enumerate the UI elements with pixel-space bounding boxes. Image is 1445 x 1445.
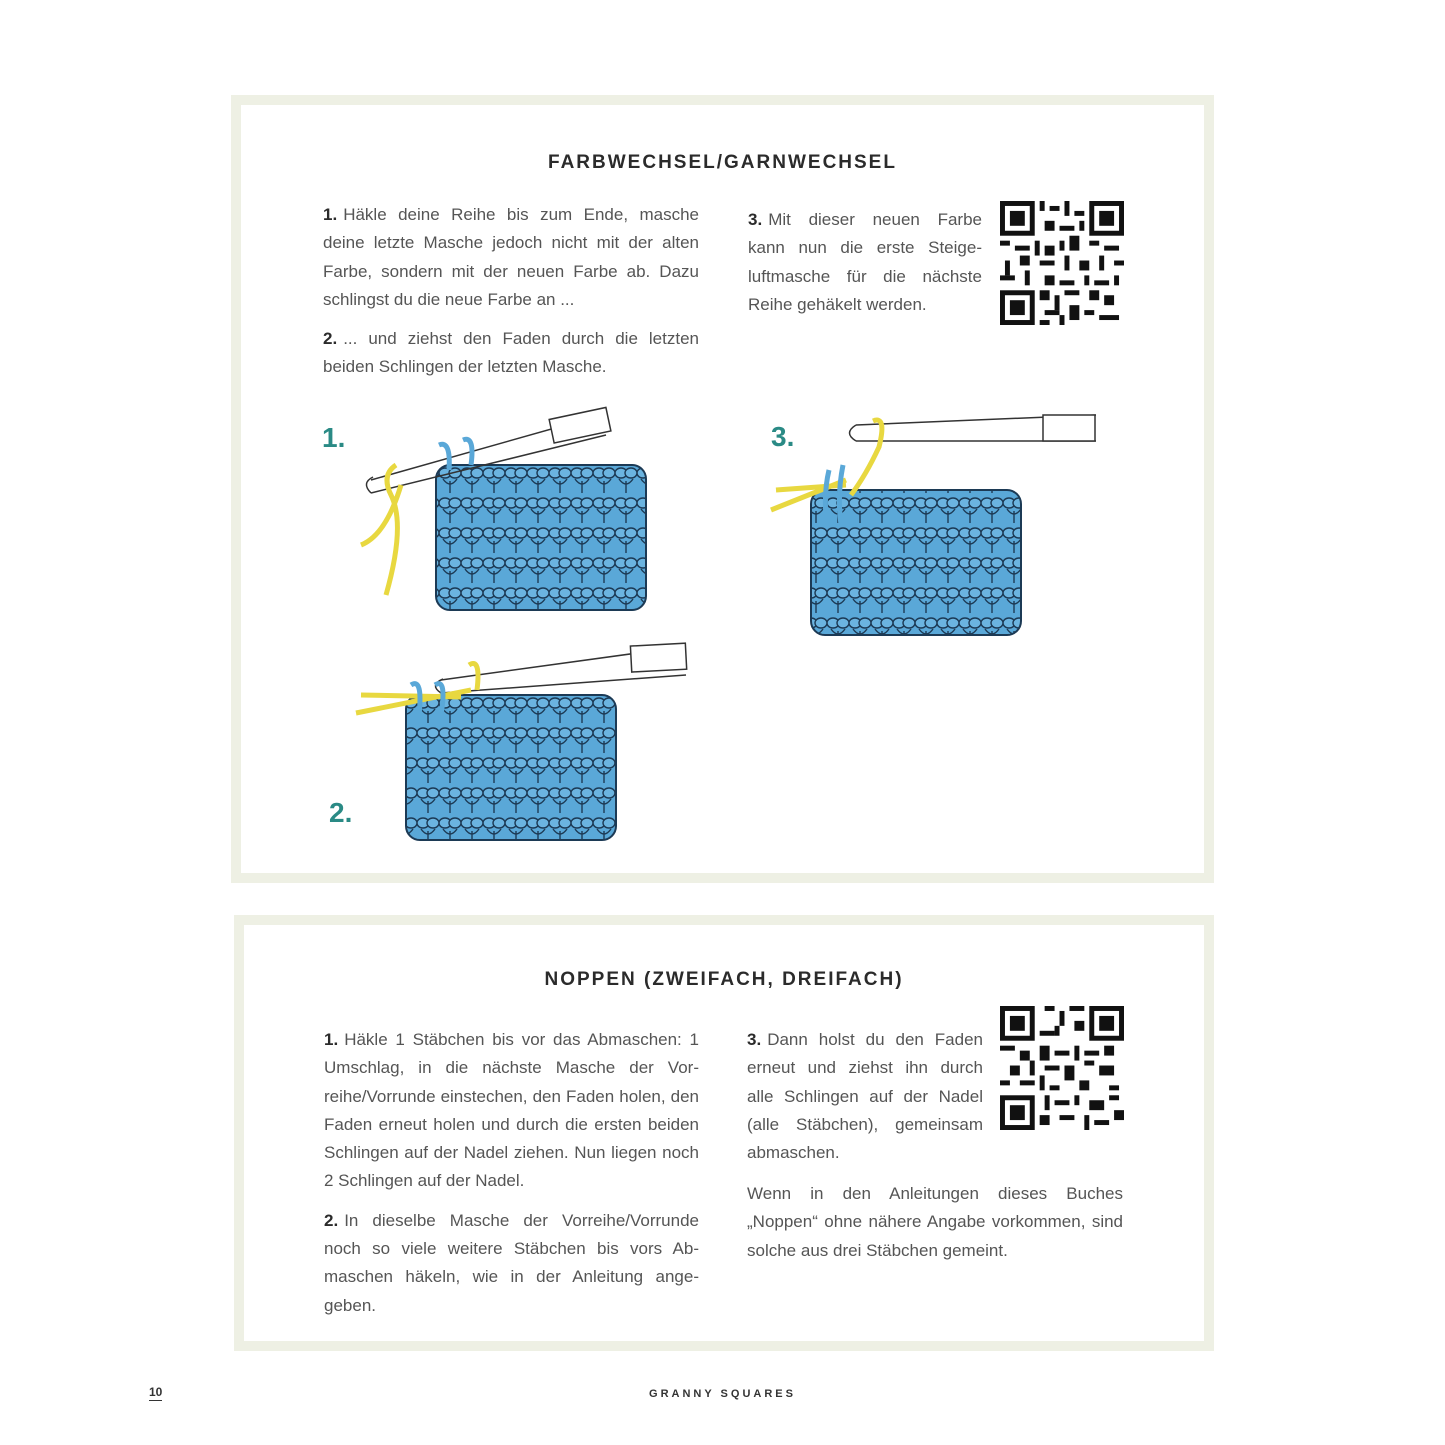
crochet-illustration-3 xyxy=(761,405,1101,645)
steps-column-left xyxy=(324,1026,699,1331)
page-number: 10 xyxy=(149,1385,163,1399)
crochet-illustration-1 xyxy=(351,405,651,625)
note-paragraph: Wenn in den Anleitungen dieses Buches „Noppen“ ohne nähere Angabe vorkommen, sind solche aus drei Stäbchen gemeint. xyxy=(747,1184,1123,1260)
figure-label-3: 3. xyxy=(771,421,795,452)
steps-column-right xyxy=(747,1026,983,1178)
step-2: 2. ... und ziehst den Faden durch die letzten beiden Schlingen der letzten Masche. xyxy=(323,329,699,377)
crochet-illustration-2 xyxy=(351,635,691,855)
noppen-panel xyxy=(234,915,1214,1351)
steps-column-right xyxy=(748,206,982,330)
section-title: FARBWECHSEL/GARNWECHSEL xyxy=(548,152,897,173)
running-footer-title: GRANNY SQUARES xyxy=(649,1388,796,1400)
steps-column-left xyxy=(323,201,699,393)
farbwechsel-panel xyxy=(231,95,1214,883)
step-3: 3. Mit dieser neuen Farbe kann nun die erste Steigeluftmasche für die nächste Reihe gehäkelt werden. xyxy=(748,210,982,314)
step-3: 3. Dann holst du den Faden erneut und ziehst ihn durch alle Schlingen auf der Nadel (alle Stäbchen), gemeinsam abmaschen. xyxy=(747,1030,983,1163)
qr-code-icon xyxy=(1000,201,1124,325)
step-2: 2. In dieselbe Masche der Vorreihe/Vorrunde noch so viele weitere Stäbchen bis vors Abmaschen häkeln, wie in der Anleitung angegeben. xyxy=(324,1210,699,1315)
section-title: NOPPEN (ZWEIFACH, DREIFACH) xyxy=(544,969,904,990)
step-1: 1. Häkle 1 Stäbchen bis vor das Abmaschen: 1 Umschlag, in die nächste Masche der Vorreihe/Vorrunde einstechen, den Faden holen, den Faden erneut holen und durch die ersten beiden Schlingen auf der Nadel ziehen. Nun liegen noch 2 Schlingen auf der Nadel. xyxy=(324,1030,699,1191)
step-1: 1. Häkle deine Reihe bis zum Ende, masche deine letzte Masche jedoch nicht mit der alten Farbe, sondern mit der neuen Farbe ab. Dazu schlingst du die neue Farbe an ... xyxy=(323,205,699,309)
figure-label-1: 1. xyxy=(322,422,346,453)
figure-label-2: 2. xyxy=(329,797,353,828)
qr-code-icon xyxy=(1000,1006,1124,1130)
